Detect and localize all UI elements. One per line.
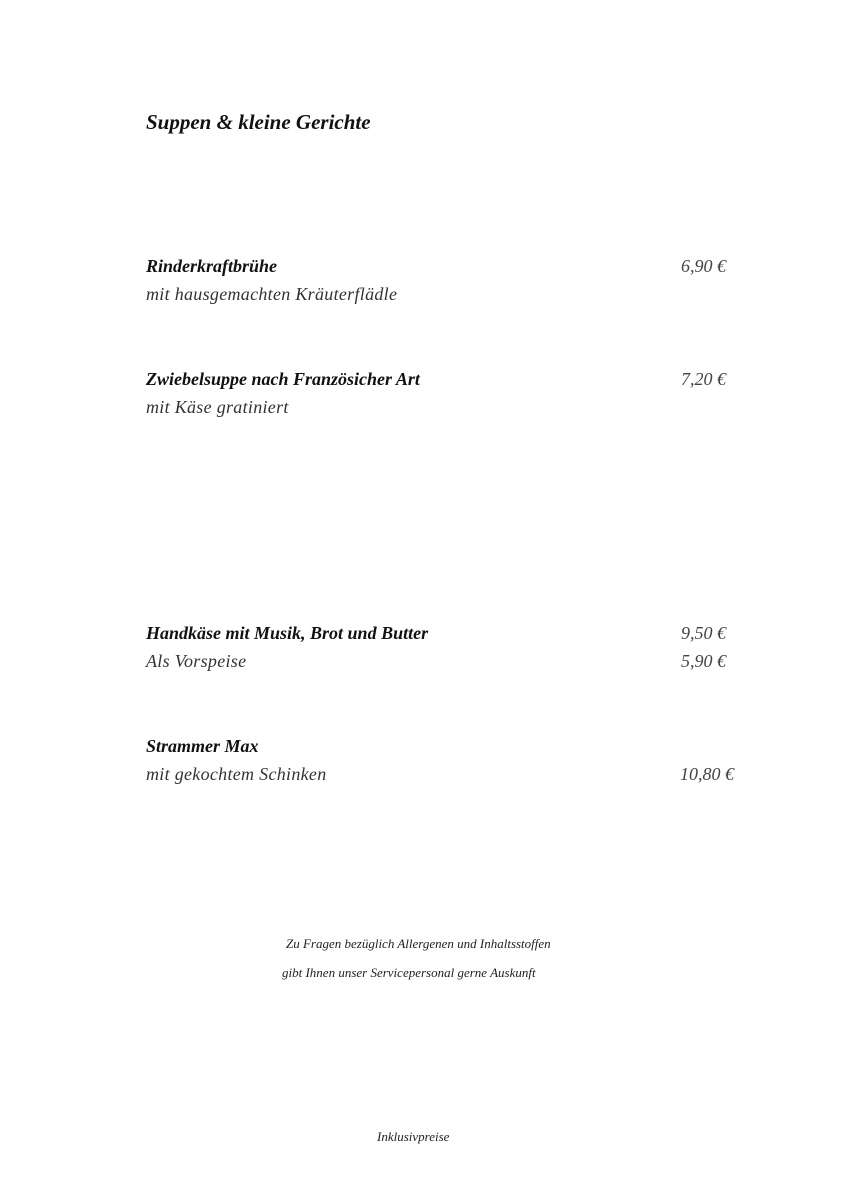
menu-item-price: 9,50 €	[681, 623, 726, 643]
menu-item-zwiebelsuppe	[146, 365, 736, 421]
menu-item-name: Zwiebelsuppe nach Französicher Art	[146, 369, 420, 389]
menu-item-description-row	[146, 647, 736, 675]
menu-item-description: mit Käse gratiniert	[146, 397, 289, 417]
footer-inclusive-prices: Inklusivpreise	[377, 1129, 450, 1144]
menu-item-description-price: 5,90 €	[681, 651, 726, 671]
menu-item-description-row	[146, 760, 736, 788]
menu-item-header	[146, 252, 736, 280]
menu-item-strammer-max	[146, 732, 736, 788]
allergen-note-line-1: Zu Fragen bezüglich Allergenen und Inhaltsstoffen	[286, 936, 551, 951]
section-title: Suppen & kleine Gerichte	[146, 110, 371, 134]
menu-item-header	[146, 619, 736, 647]
menu-item-price: 6,90 €	[681, 256, 726, 276]
menu-item-description-row	[146, 393, 736, 421]
menu-item-price: 7,20 €	[681, 369, 726, 389]
menu-item-description: mit gekochtem Schinken	[146, 764, 327, 784]
menu-item-name: Handkäse mit Musik, Brot und Butter	[146, 623, 429, 643]
menu-item-name: Strammer Max	[146, 736, 259, 756]
menu-item-header	[146, 732, 736, 760]
menu-item-header	[146, 365, 736, 393]
allergen-note-line-2: gibt Ihnen unser Servicepersonal gerne Auskunft	[282, 965, 536, 980]
menu-item-description: mit hausgemachten Kräuterflädle	[146, 284, 398, 304]
menu-item-name: Rinderkraftbrühe	[146, 256, 278, 276]
menu-item-rinderkraftbruehe	[146, 252, 736, 308]
menu-item-description-price: 10,80 €	[680, 764, 734, 784]
menu-item-description: Als Vorspeise	[146, 651, 247, 671]
menu-item-handkaese	[146, 619, 736, 675]
menu-item-description-row	[146, 280, 736, 308]
